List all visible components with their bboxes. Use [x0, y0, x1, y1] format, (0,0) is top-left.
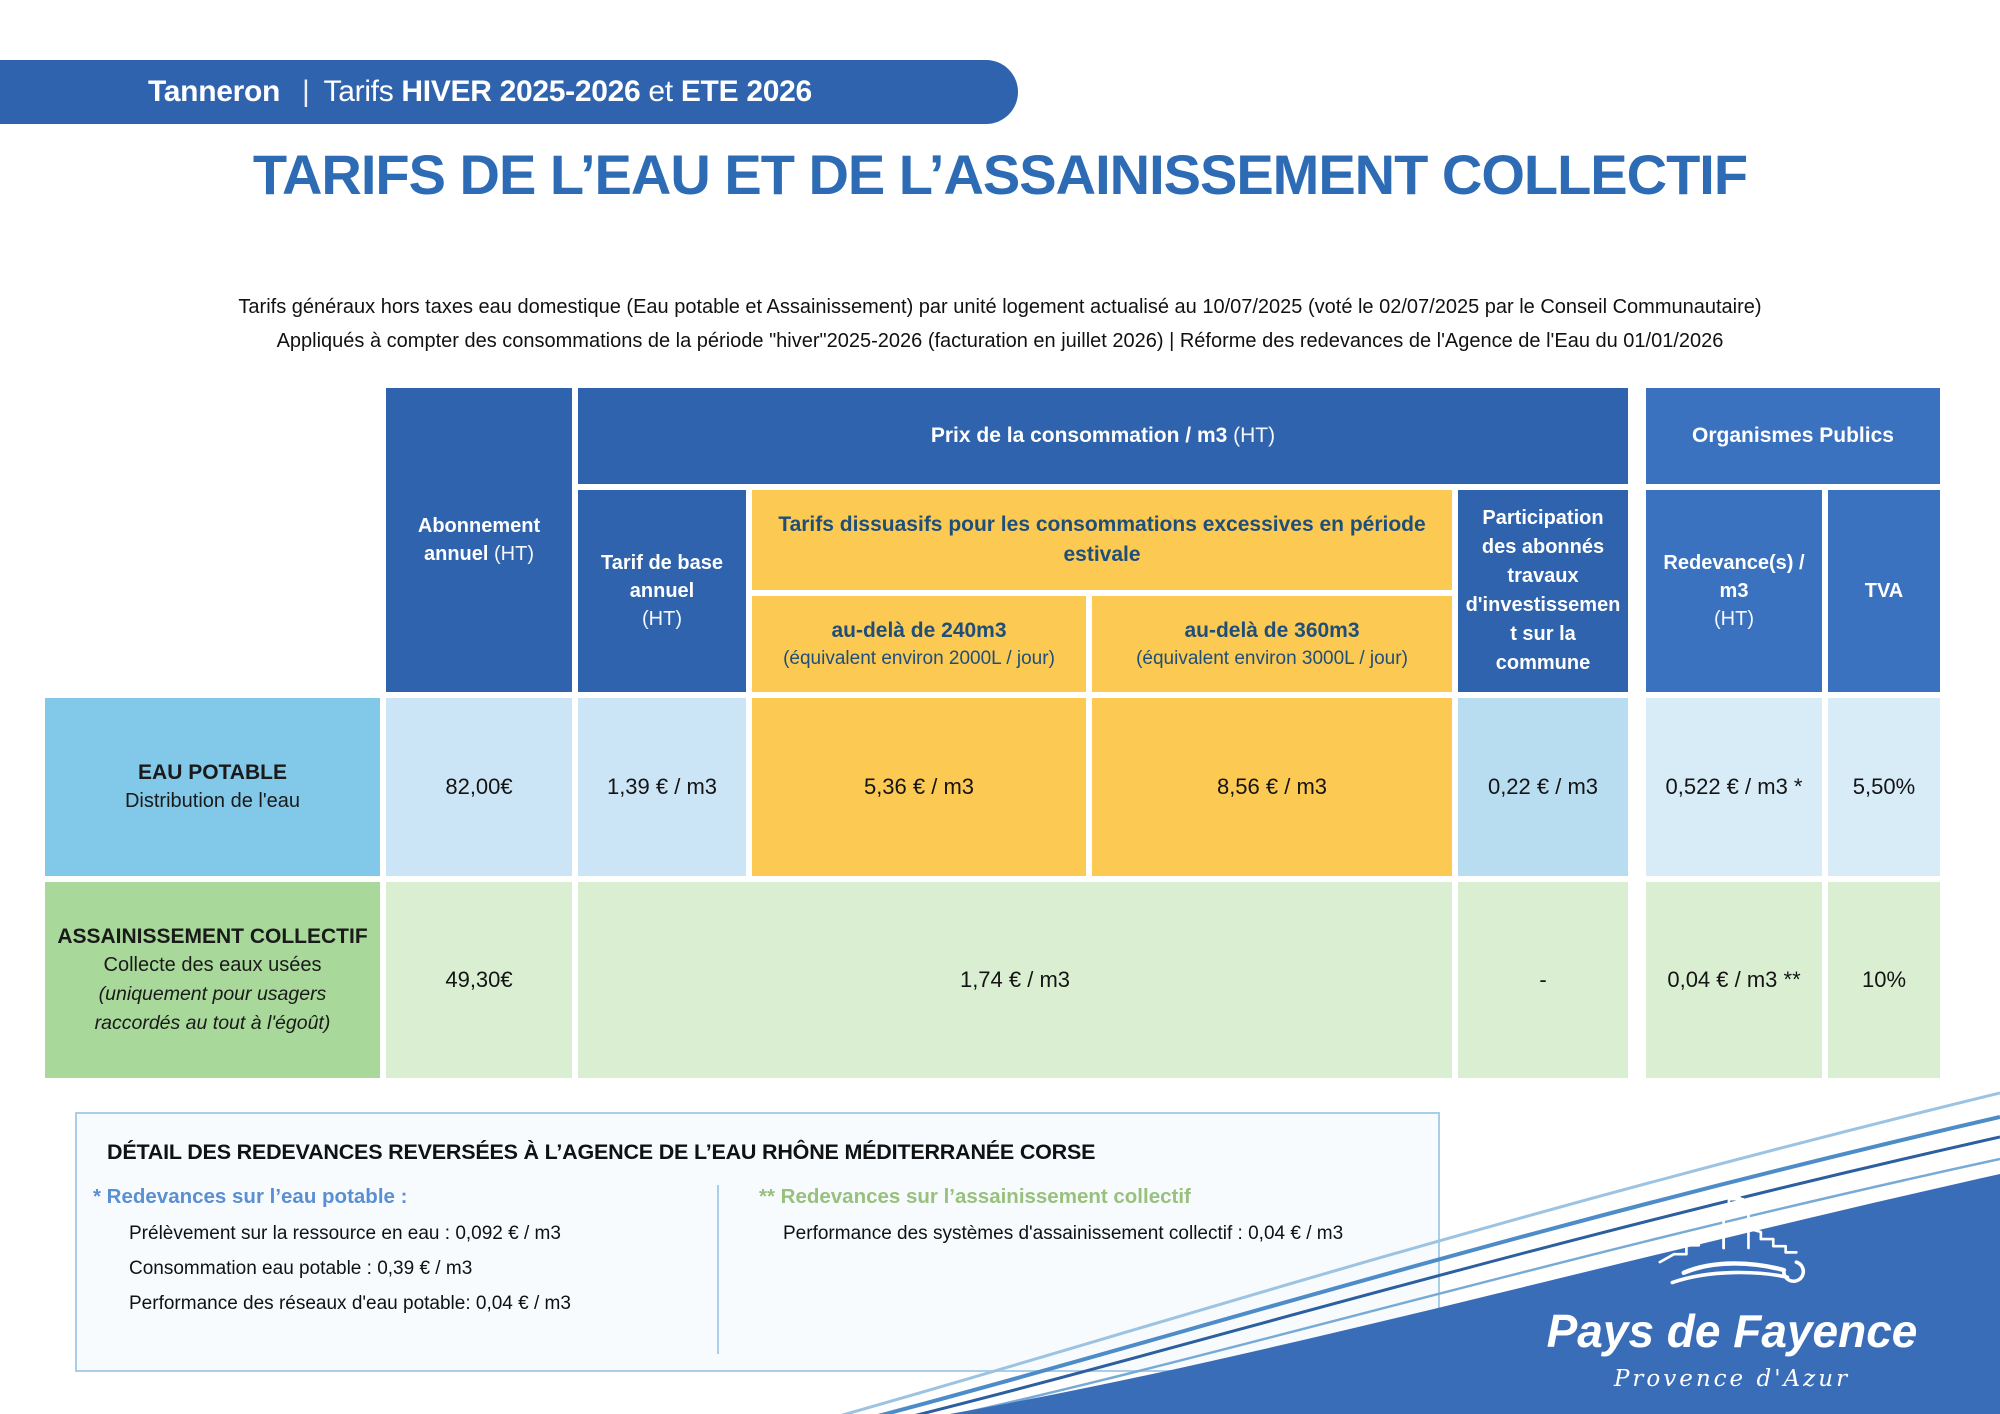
- banner-commune: Tanneron: [148, 75, 281, 108]
- eau-abonnement-value: 82,00€: [386, 698, 572, 876]
- header-redevances: Redevance(s) / m3 (HT): [1646, 490, 1822, 692]
- assainissement-tva-value: 10%: [1828, 882, 1940, 1078]
- row-label-eau-potable: EAU POTABLE Distribution de l'eau: [45, 698, 380, 876]
- subtitle-line-1: Tarifs généraux hors taxes eau domestique (Eau potable et Assainissement) par unité logement actualisé au 10/07/2025 (voté le 02/07/2025 par le Conseil Communautaire): [238, 296, 1762, 318]
- row-label-assainissement: ASSAINISSEMENT COLLECTIF Collecte des eaux usées (uniquement pour usagers raccordés au tout à l'égoût): [45, 882, 380, 1078]
- banner-separator: |: [302, 75, 310, 108]
- logo-tagline: Provence d'Azur: [1613, 1366, 1851, 1392]
- assainissement-consommation-value: 1,74 € / m3: [578, 882, 1452, 1078]
- banner-conjunction: et: [648, 75, 673, 108]
- detail-water-column: [77, 1185, 719, 1354]
- detail-water-heading: * Redevances sur l’eau potable :: [93, 1185, 408, 1208]
- subtitle-line-2: Appliqués à compter des consommations de la période "hiver"2025-2026 (facturation en juillet 2026) | Réforme des redevances de l'Agence de l'Eau du 01/01/2026: [276, 330, 1724, 352]
- header-abonnement-annuel: Abonnement annuel (HT): [386, 388, 572, 692]
- eau-tva-value: 5,50%: [1828, 698, 1940, 876]
- detail-water-item: Prélèvement sur la ressource en eau : 0,092 € / m3: [129, 1223, 561, 1244]
- eau-redevance-value: 0,522 € / m3 *: [1646, 698, 1822, 876]
- eau-tarif-base-value: 1,39 € / m3: [578, 698, 746, 876]
- banner-prefix: Tarifs: [323, 75, 394, 108]
- header-tva: TVA: [1828, 490, 1940, 692]
- banner-season-winter: HIVER 2025-2026: [401, 75, 641, 108]
- tariff-table: [45, 388, 1940, 1078]
- assainissement-redevance-value: 0,04 € / m3 **: [1646, 882, 1822, 1078]
- assainissement-abonnement-value: 49,30€: [386, 882, 572, 1078]
- village-wave-icon: [1635, 1193, 1830, 1299]
- header-prix-consommation: Prix de la consommation / m3 (HT): [578, 388, 1628, 484]
- detail-water-item: Consommation eau potable : 0,39 € / m3: [129, 1258, 473, 1279]
- detail-sewer-heading: ** Redevances sur l’assainissement collectif: [759, 1185, 1191, 1208]
- header-organismes-publics: Organismes Publics: [1646, 388, 1940, 484]
- header-tarif-de-base: Tarif de base annuel (HT): [578, 490, 746, 692]
- page-subtitle: [0, 290, 2000, 358]
- eau-seuil-360-value: 8,56 € / m3: [1092, 698, 1452, 876]
- logo-name: Pays de Fayence: [1546, 1305, 1918, 1357]
- detail-water-item: Performance des réseaux d'eau potable: 0,04 € / m3: [129, 1293, 571, 1314]
- header-participation-travaux: Participation des abonnés travaux d'investissement sur la commune: [1458, 490, 1628, 692]
- header-banner: [0, 60, 1018, 124]
- eau-participation-value: 0,22 € / m3: [1458, 698, 1628, 876]
- banner-season-summer: ETE 2026: [680, 75, 812, 108]
- header-tarifs-dissuasifs: Tarifs dissuasifs pour les consommations excessives en période estivale: [752, 490, 1452, 590]
- page-title: TARIFS DE L’EAU ET DE L’ASSAINISSEMENT COLLECTIF: [252, 143, 1748, 206]
- eau-seuil-240-value: 5,36 € / m3: [752, 698, 1086, 876]
- assainissement-participation-value: -: [1458, 882, 1628, 1078]
- pays-de-fayence-logo: [1512, 1193, 1952, 1392]
- detail-box-title: DÉTAIL DES REDEVANCES REVERSÉES À L’AGENCE DE L’EAU RHÔNE MÉDITERRANÉE CORSE: [107, 1140, 1096, 1164]
- header-seuil-240m3: au-delà de 240m3 (équivalent environ 2000L / jour): [752, 596, 1086, 692]
- header-seuil-360m3: au-delà de 360m3 (équivalent environ 3000L / jour): [1092, 596, 1452, 692]
- detail-sewer-item: Performance des systèmes d'assainissement collectif : 0,04 € / m3: [783, 1223, 1344, 1244]
